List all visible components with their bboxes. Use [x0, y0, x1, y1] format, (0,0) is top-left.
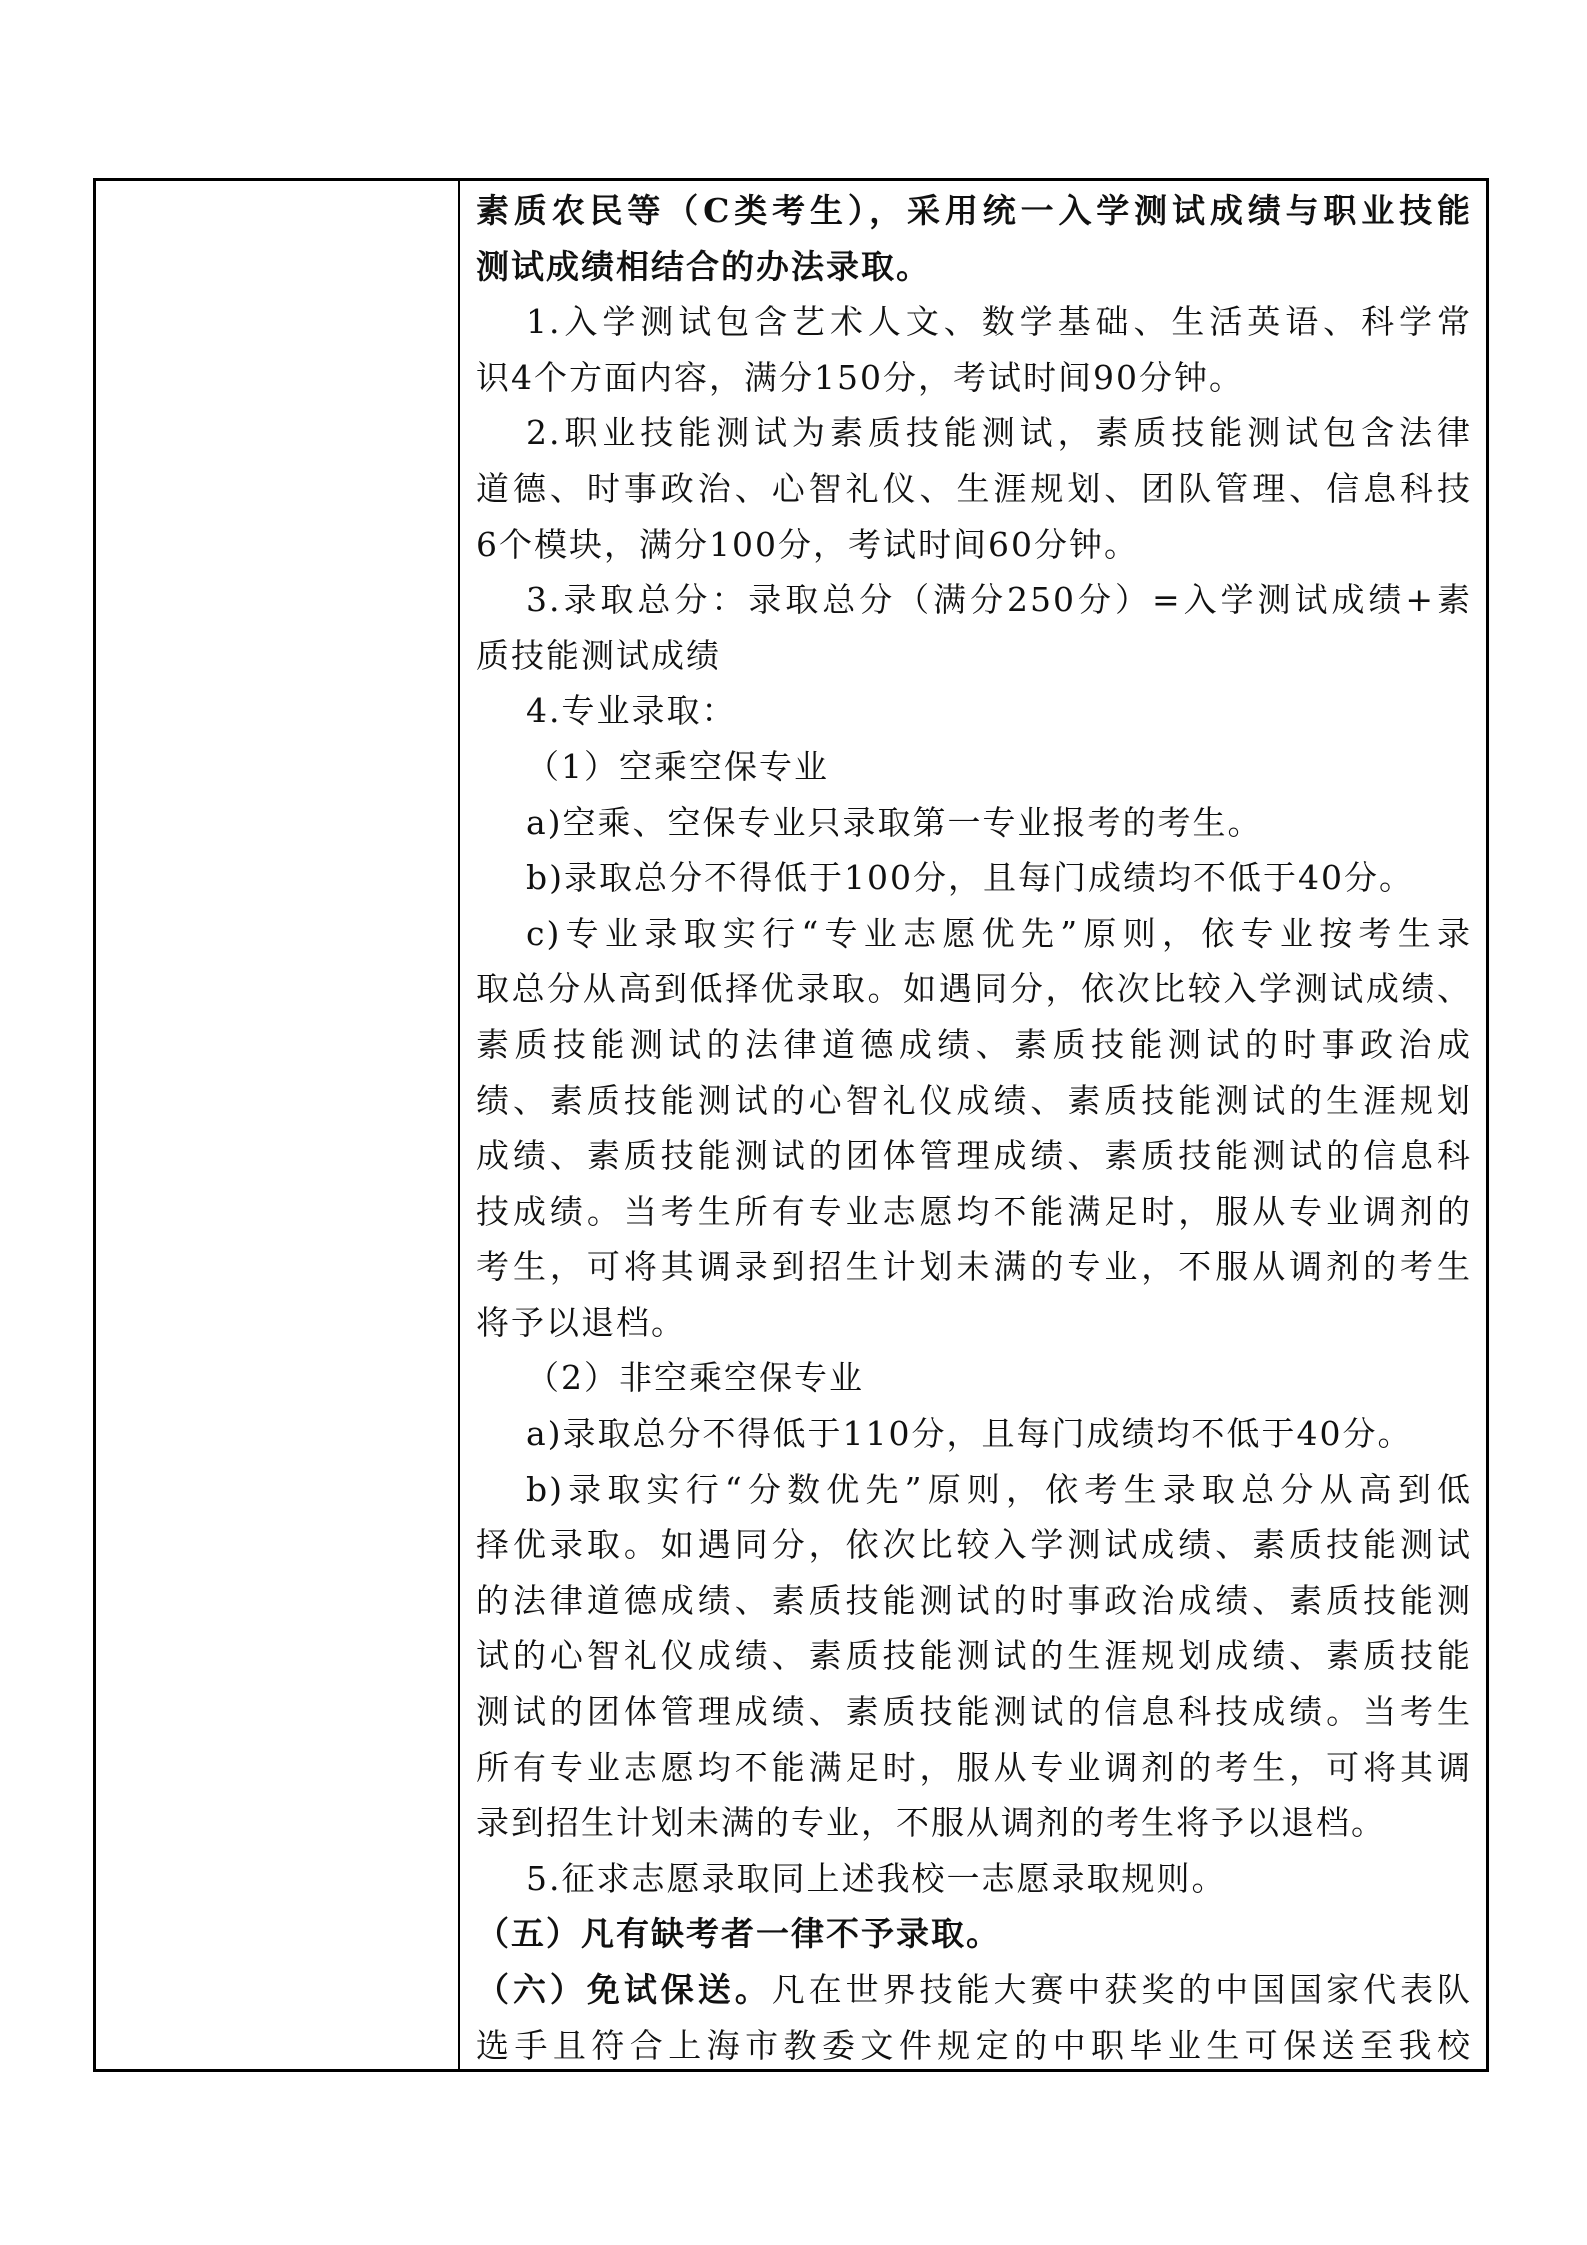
- text-line: 测试成绩相结合的办法录取。: [476, 246, 931, 286]
- text-line: 取总分从高到低择优录取。如遇同分，依次比较入学测试成绩、: [476, 969, 1472, 1009]
- text-line: 录到招生计划未满的专业，不服从调剂的考生将予以退档。: [476, 1803, 1386, 1843]
- text-line: 测试的团体管理成绩、素质技能测试的信息科技成绩。当考生: [476, 1692, 1472, 1732]
- text-line: 3.录取总分：录取总分（满分250分）=入学测试成绩+素: [526, 580, 1472, 620]
- text-line: 技成绩。当考生所有专业志愿均不能满足时，服从专业调剂的: [476, 1191, 1472, 1231]
- text-line: （五）凡有缺考者一律不予录取。: [476, 1914, 1001, 1954]
- text-line: b)录取总分不得低于100分，且每门成绩均不低于40分。: [526, 858, 1414, 898]
- column-divider: [458, 178, 460, 2072]
- text-line: 识4个方面内容，满分150分，考试时间90分钟。: [476, 357, 1244, 397]
- text-line: 绩、素质技能测试的心智礼仪成绩、素质技能测试的生涯规划: [476, 1080, 1472, 1120]
- text-line: 2.职业技能测试为素质技能测试，素质技能测试包含法律: [526, 413, 1472, 453]
- text-line: 将予以退档。: [476, 1302, 686, 1342]
- text-line: 6个模块，满分100分，考试时间60分钟。: [476, 524, 1139, 564]
- section-6-heading: （六）免试保送。: [476, 1970, 772, 2009]
- text-line: 所有专业志愿均不能满足时，服从专业调剂的考生，可将其调: [476, 1747, 1472, 1787]
- section-6-text: 凡在世界技能大赛中获奖的中国国家代表队: [771, 1970, 1473, 2009]
- text-line: 1.入学测试包含艺术人文、数学基础、生活英语、科学常: [526, 302, 1472, 342]
- text-line: 考生，可将其调录到招生计划未满的专业，不服从调剂的考生: [476, 1247, 1472, 1287]
- text-line: 道德、时事政治、心智礼仪、生涯规划、团队管理、信息科技: [476, 468, 1472, 508]
- paragraph-lines: [476, 183, 1472, 1962]
- text-line: 5.征求志愿录取同上述我校一志愿录取规则。: [526, 1858, 1227, 1898]
- text-line: （2）非空乘空保专业: [526, 1358, 864, 1398]
- text-line: b)录取实行“分数优先”原则，依考生录取总分从高到低: [526, 1469, 1472, 1509]
- text-line: 成绩、素质技能测试的团体管理成绩、素质技能测试的信息科: [476, 1136, 1472, 1176]
- text-line: a)空乘、空保专业只录取第一专业报考的考生。: [526, 802, 1263, 842]
- text-line: 4.专业录取：: [526, 691, 737, 731]
- text-line: 素质技能测试的法律道德成绩、素质技能测试的时事政治成: [476, 1024, 1472, 1064]
- text-line: 质技能测试成绩: [476, 635, 721, 675]
- text-line: 试的心智礼仪成绩、素质技能测试的生涯规划成绩、素质技能: [476, 1636, 1472, 1676]
- text-line: 素质农民等（C类考生），采用统一入学测试成绩与职业技能: [476, 191, 1472, 230]
- section-6-line: [476, 1962, 1472, 2018]
- text-line: c)专业录取实行“专业志愿优先”原则，依专业按考生录: [526, 913, 1472, 953]
- table-cell-content: [476, 183, 1472, 2073]
- text-line: a)录取总分不得低于110分，且每门成绩均不低于40分。: [526, 1414, 1413, 1454]
- last-line: 选手且符合上海市教委文件规定的中职毕业生可保送至我校: [476, 2025, 1472, 2065]
- text-line: 的法律道德成绩、素质技能测试的时事政治成绩、素质技能测: [476, 1580, 1472, 1620]
- text-line: 择优录取。如遇同分，依次比较入学测试成绩、素质技能测试: [476, 1525, 1472, 1565]
- text-line: （1）空乘空保专业: [526, 746, 829, 786]
